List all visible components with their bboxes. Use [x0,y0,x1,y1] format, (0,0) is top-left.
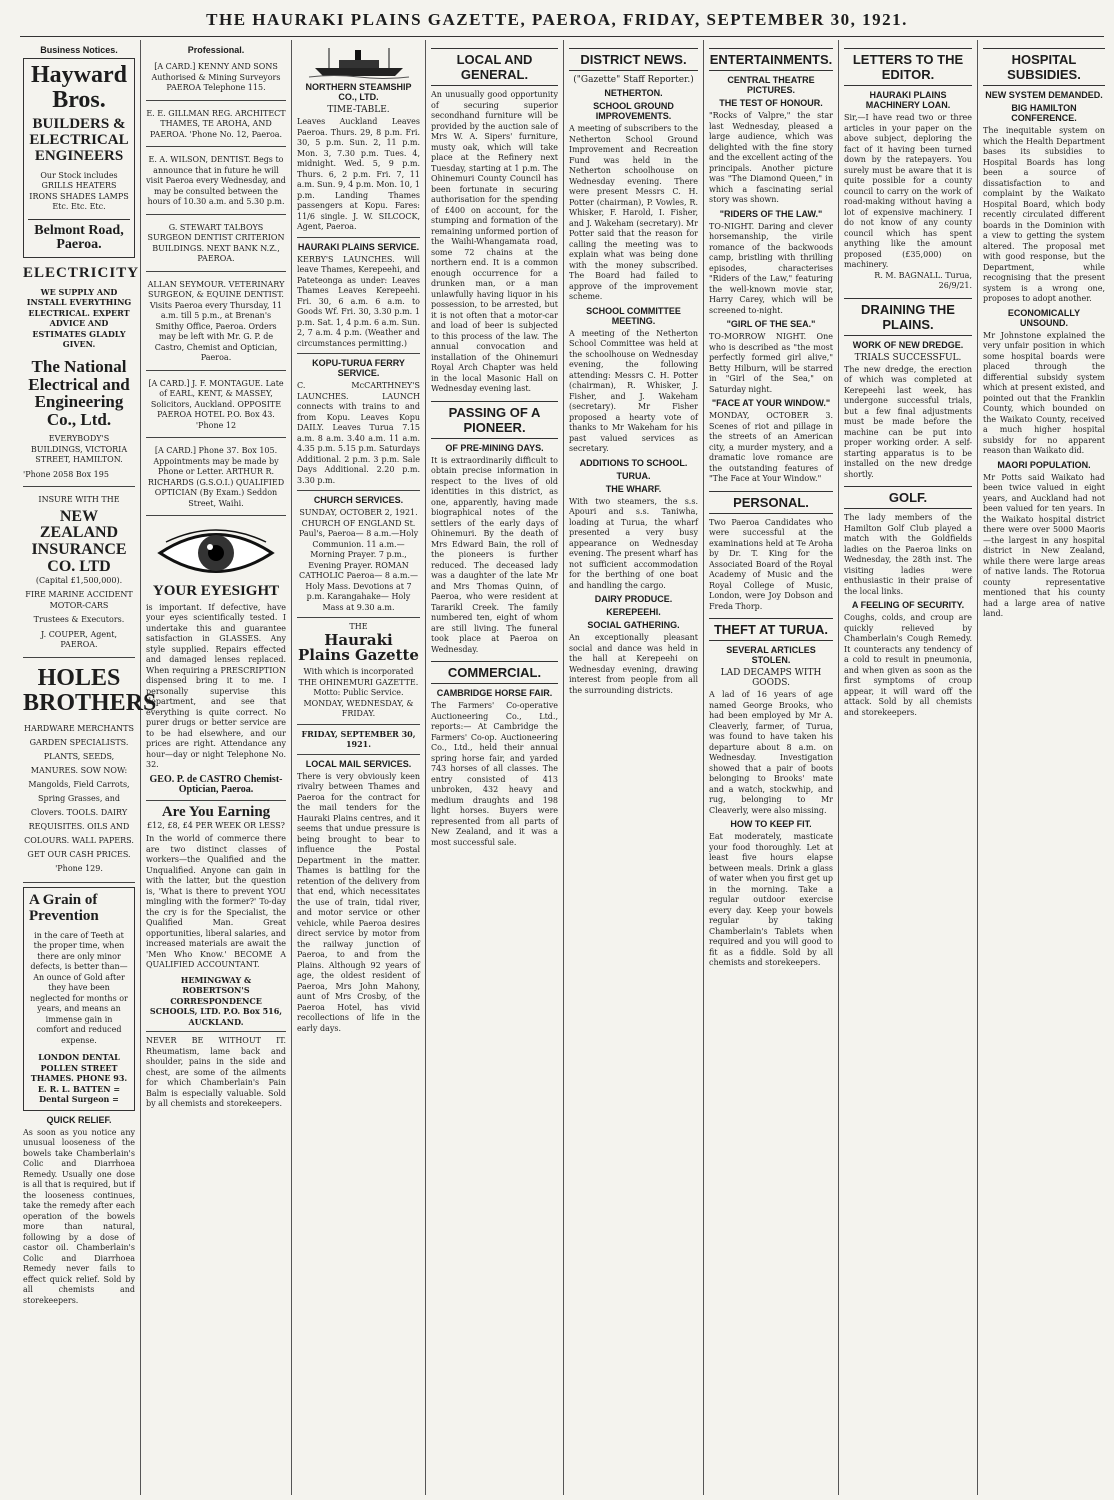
school-ground-heading: SCHOOL GROUND IMPROVEMENTS. [593,101,674,121]
hayward-stock: Our Stock includes GRILLS HEATERS IRONS SHADES LAMPS Etc. Etc. Etc. [29,170,129,212]
school-committee-text: A meeting of the Netherton School Committee was held at the schoolhouse on Wednesday evening, the following attending: Messrs C. H. Potter (chairman), R. Whisker, J. Fisher, and J. Wakeham (secretary). Mr Fisher proposed a hearty vote of thanks to Mr Wakeham for his past valued services as secretary. [569,328,698,453]
loan-heading: HAURAKI PLAINS MACHINERY LOAN. [865,90,951,110]
draining-subheading: WORK OF NEW DREDGE. [852,339,964,350]
theft-heading: THEFT AT TURUA. [709,618,833,641]
central-theatre-heading: CENTRAL THEATRE PICTURES. [727,75,815,95]
hayward-ad [23,58,135,258]
keep-fit-text: Eat moderately, masticate your food thoroughly. Let at least five hours elapse between meals. Drink a glass of water when you first get up in the morning. Take a regular outdoor exercise every day. Keep your bowels regular by taking Chamberlain's Tablets when required and you will good to fit as a fiddle. Sold by all chemists and storekeepers. [709,832,833,967]
local-general-heading: LOCAL AND GENERAL. [431,48,558,86]
section-heading: Professional. [187,45,245,55]
pioneer-text: It is extraordinarily difficult to obtain precise information in respect to the lives of old identities in this district, as one, apparently, having made biographical notes of the settlers of the early days of Ohinemuri. By the death of Mrs Edward Bain, the roll of the pioneers is further reduced. The deceased lady was a daughter of the late Mr and Mrs Thomas Quinn, of Paeroa, who were resident at Tararikl Creek. The family numbered ten, eight of whom are still living. The funeral took place at Paeroa on Wednesday. [431,455,558,654]
school-ground-text: A meeting of subscribers to the Netherton School Ground Improvement and Recreation Fund was held in the Netherton schoolhouse on Wednesday evening. There were present Messrs C. H. Potter (chairman), P. Vowles, R. Whisker, F. Harold, I. Fisher, and J. Wakeham (secretary). Mr Potter said that the reason for calling the meeting was to explain what was being done with the money subscribed. The Board had failed to approve of the improvement scheme. [569,124,698,301]
hospital-heading: HOSPITAL SUBSIDIES. [983,48,1105,86]
personal-heading: PERSONAL. [709,491,833,514]
plains-service-heading: HAURAKI PLAINS SERVICE. [297,241,420,252]
gazette-the: THE [349,622,368,631]
plains-service-text: KERBY'S LAUNCHES. Will leave Thames, Kerepeehi, and Pateteonga as under: Leaves Thames Leaves Kerepeehi. Fri. 30, 6 a.m. 6 a.m. to Goods Wf. Fri. 30, 3.30 p.m. 1 p.m. Sat. 1, 4 p.m. 6 a.m. Sun. 2, 7 a.m. 4 p.m. (Weather and circumstances permitting.) [297,254,420,348]
national-electrical-phone: 'Phone 2058 Box 195 [23,469,109,479]
hayward-address: Belmont Road, Paeroa. [28,219,130,253]
montague-card: [A CARD.] J. F. MONTAGUE. Late of EARL, KENT, & MASSEY, Solicitors, Auckland. OPPOSITE PAEROA HOTEL P.O. Box 43. 'Phone 12 [146,375,286,439]
draining-text: The new dredge, the erection of which was completed at Kerepeehi last week, has undergone successful trials, but a few final adjustments must be made before the machine can be put into proper working order. A self-starting apparatus is to be installed on the new dredge shortly. [844,364,972,479]
masthead-rule [20,36,1104,37]
test-honour-text: "Rocks of Valpre," the star last Wednesday, pleased a large audience, which was delighted with the fine story and the excellent acting of the principals. Another picture was "The Diamond Queen," in which a fascinating serial story was shown. [709,111,833,204]
eyesight-title: YOUR EYESIGHT [152,583,280,599]
column-professional [141,40,291,1495]
never-without-text: NEVER BE WITHOUT IT. Rheumatism, lame back and shoulder, pains in the side and chest, are some of the ailments for which Chamberlain's Pain Balm is especially valuable. Sold by all chemists and storekeepers. [146,1036,286,1108]
dental-text: in the care of Teeth at the proper time, when there are only minor defects, is better than— An ounce of Gold after they have been neglected for months or years, and means an immense gain in comfort and reduced expense. [30,930,128,1045]
nz-insurance-name: NEW ZEALAND INSURANCE CO. LTD [31,507,127,576]
hospital-text-1: The inequitable system on which the Health Department bases its subsidies to Hospital Boards has long been a source of dissatisfaction to and complaint by the Waikato Hospital Board, which body recently circulated different boards in the Dominion with a view to getting the system altered. The proposal met with good response, but the Department, while recognising that the present system is a wrong one, proposes to adopt another. [983,126,1105,303]
eye-icon [156,522,276,584]
test-honour-heading: THE TEST OF HONOUR. [719,98,823,108]
quick-relief-heading: QUICK RELIEF. [46,1114,112,1125]
hospital-subheading-2: BIG HAMILTON CONFERENCE. [1011,103,1077,123]
electricity-title: ELECTRICITY [23,265,140,281]
commercial-heading: COMMERCIAL. [431,661,558,684]
column-services [292,40,425,1495]
security-text: Coughs, colds, and croup are quickly relieved by Chamberlain's Cough Remedy. It counteracts any tendency of a cold to result in pneumonia, and when given as soon as the first symptoms of croup appear, it will ward off the attack. Sold by all chemists and storekeepers. [844,613,972,717]
commercial-subheading: CAMBRIDGE HORSE FAIR. [436,688,553,698]
kerepeehi-heading: KEREPEEHI. [606,607,661,617]
riders-text: TO-NIGHT. Daring and clever horsemanship, the virile romance of the backwoods camp, bristling with thrilling episodes, characterises "Riders of the Law," featuring the well-known movie star, Harry Carey, which will be screened to-night. [709,221,833,315]
draining-heading: DRAINING THE PLAINS. [844,298,972,336]
nz-insurance-agent: J. COUPER, Agent, PAEROA. [41,629,117,650]
mail-heading: LOCAL MAIL SERVICES. [305,758,412,769]
masthead: THE HAURAKI PLAINS GAZETTE, PAEROA, FRIDAY, SEPTEMBER 30, 1921. [206,10,908,29]
golf-heading: GOLF. [844,486,972,509]
holes-brothers-ad [23,662,157,883]
additions-heading: ADDITIONS TO SCHOOL. [579,457,688,468]
seymour-card: ALLAN SEYMOUR. VETERINARY SURGEON, & EQUINE DENTIST. Visits Paeroa every Thursday, 11 a.m. till 5 p.m., at Brenan's Smithy Office, Paeroa. Orders may be left with Mr. G. P. de Castro, Chemist and Optician, Paeroa. [146,276,286,371]
quick-relief-text: As soon as you notice any unusual looseness of the bowels take Chamberlain's Colic and Diarrhoea Remedy. Usually one dose is all that is required, but if the looseness continues, take the remedy after each operation of the bowels more than natural, following by a dose of castor oil. Chamberlain's Colic and Diarrhoea Remedy never fails to effect quick relief. Sold by all chemists and storekeepers. [23,1127,135,1305]
social-heading: SOCIAL GATHERING. [587,620,680,630]
gillman-card: E. E. GILLMAN REG. ARCHITECT THAMES, TE AROHA, AND PAEROA. 'Phone No. 12, Paeroa. [146,105,286,148]
nz-insurance-classes: FIRE MARINE ACCIDENT MOTOR-CARS [25,590,133,610]
loan-text: Sir,—I have read two or three articles in your paper on the above subject, deploring the fact of it having been turned down by the ratepayers. You surely must be aware that it is quite possible for a county council to carry on the work of road-making without having a lot of expensive machinery. I do not know of any county council which has spent anything like the amount proposed (£35,000) on machinery. [844,113,972,269]
ferry-text: C. McCARTHNEY'S LAUNCHES. LAUNCH connects with trains to and from Kopu. Leaves Kopu DAILY. Leaves Turua 7.15 a.m. 8 a.m. 3.40 a.m. 11 a.m. 4.35 p.m. 5.15 p.m. Saturdays Additional. 2 p.m. 3 p.m. Sale Days Additional. 2.20 p.m. 3.30 p.m. [297,381,420,485]
economical-heading: ECONOMICALLY UNSOUND. [1007,307,1081,328]
column-business-notices [18,40,157,1495]
school-committee-heading: SCHOOL COMMITTEE MEETING. [586,305,681,326]
hemingway-name: HEMINGWAY & ROBERTSON'S CORRESPONDENCE SCHOOLS, LTD. P.O. Box 516, AUCKLAND. [149,974,283,1027]
dateline: FRIDAY, SEPTEMBER 30, 1921. [301,728,416,749]
decastro-name: GEO. P. de CASTRO Chemist-Optician, Paeroa. [149,773,283,796]
kenny-card: [A CARD.] KENNY AND SONS Authorised & Mining Surveyors PAEROA Telephone 115. [146,58,286,101]
steamship-icon [309,46,409,78]
mail-text: There is very obviously keen rivalry between Thames and Paeroa for the contract for the mail tenders for the Hauraki Plains centres, and it seems that undue pressure is being brought to bear to influence the Postal Department in the matter. Thames is battling for the retention of the delivery from that end, which necessitates the use of train, tidal river, and motor service or other vehicle, while Paeroa desires direct service by motor from the railway junction of Paeroa, to and from the Plains. Although 92 years of age, the oldest resident of Paeroa, Mrs John Mahony, aunt of Mrs Crosby, of the Paeroa Hotel, has vivid recollections of life in the early days. [297,771,420,1033]
gazette-text: With which is incorporated THE OHINEMURI GAZETTE. Motto: Public Service. MONDAY, WEDNESDAY, & FRIDAY. [298,667,419,718]
commercial-text: The Farmers' Co-operative Auctioneering Co., Ltd., reports:— At Cambridge the Farmers' Co-op. Auctioneering Co., Ltd., held their annual spring horse fair, and yarded 743 horses of all classes. The entry consisted of 413 unbroken, 432 heavy and medium draughts and 198 light horses. Buyers were represented from all parts of New Zealand, and it was a most successful sale. [431,701,558,847]
steamship-subheading: TIME-TABLE. [327,105,390,115]
ferry-heading: KOPU-TURUA FERRY SERVICE. [312,358,405,378]
column-entertainments [704,40,838,1495]
keep-fit-heading: HOW TO KEEP FIT. [730,819,812,829]
girl-sea-text: TO-MORROW NIGHT. One who is described as "the most perfectly formed girl alive," Betty Hilburn, will be starred in "Girl of the Sea," on Saturday night. [709,332,833,394]
earning-text: In the world of commerce there are two distinct classes of workers—the Qualified and the Unqualified. Anyone can gain in with the latter, but the question is, 'What is there to prevent YOU mingling with the former?' To-day the cry is for the Specialist, the Qualified Man. Great opportunities, liberal salaries, and increased materials are await the 'Men Who Know.' BECOME A QUALIFIED ACCOUNTANT. [146,834,286,969]
district-byline: ("Gazette" Staff Reporter.) [573,75,694,85]
holes-brothers-list: HARDWARE MERCHANTS GARDEN SPECIALISTS. PLANTS, SEEDS, MANURES. SOW NOW: Mangolds, Field Carrots, Spring Grasses, and Clovers. TOOLS. DAIRY REQUISITES. OILS AND COLOURS. WALL PAPERS. GET OUR CASH PRICES. 'Phone 129. [24,724,134,874]
draining-subheading-2: TRIALS SUCCESSFUL. [854,352,962,363]
district-news-heading: DISTRICT NEWS. [569,48,698,71]
steamship-text: Leaves Auckland Leaves Paeroa. Thurs. 29, 8 p.m. Fri. 30, 5 p.m. Sun. 2, 11 p.m. Mon. 3, 7.30 p.m. Tues. 4, midnight. Wed. 5, 9 p.m. Thurs. 6, 2 p.m. Fri. 7, 11 a.m. Sun. 9, 4 p.m. Mon. 10, 1 p.m. Landing Thames passengers at Kopu. Fares: 11/6 single. J. W. SILCOCK, Agent, Paeroa. [297,117,420,231]
local-general-text: An unusually good opportunity of securing superior secondhand furniture will be provided by the auction sale of Mrs W. A. Sipers' furniture, musty oak, which will take place at the Refinery next Tuesday, starting at 1 p.m. The Ohinemuri County Council has been fortunate in securing authorisation for the spending of £400 on account, for the stumping and formation of the remaining unformed portion of the Waihi-Whangamata road, some 72 chains at the northern end. It is a common enough occurrence for a drunken man, or a man unlawfully having liquor in his possession, to be arrested, but it is not often that a motor-car and load of beer is subjected to this process of the law. The annual convocation and installation of the Ohinemuri Royal Arch Chapter was held in the local Masonic Hall on Wednesday evening last. [431,90,558,393]
social-text: An exceptionally pleasant social and dance was held in the hall at Kerepeehi on Wednesday evening, drawing interest from people from all the surrounding districts. [569,633,698,695]
national-electrical-name: The National Electrical and Engineering Co., Ltd. [28,356,130,430]
hayward-name: Hayward Bros. [31,62,127,114]
column-local-general [426,40,563,1495]
letter-signature: R. M. BAGNALL. Turua, 26/9/21. [874,270,972,290]
richards-card: [A CARD.] Phone 37. Box 105. Appointments may be made by Phone or Letter. ARTHUR R. RICHARDS (G.S.O.I.) QUALIFIED OPTICIAN (By Exam.) Seddon Street, Waihi. [146,442,286,516]
face-window-text: MONDAY, OCTOBER 3. Scenes of riot and pillage in the streets of an American city, a murder mystery, and a dramatic love romance are the outstanding features of "The Face at Your Window." [709,411,833,483]
column-hospital [978,40,1110,1495]
theft-subheading-2: LAD DECAMPS WITH GOODS. [720,668,822,688]
wharf-heading: THE WHARF. [605,483,662,494]
eyesight-text: is important. If defective, have your eyes scientifically tested. I undertake this and guarantee satisfaction in GLASSES. Any style supplied. Repairs effected and damaged lenses replaced. When requiring a PRESCRIPTION dispensed bring it to me. I personally supervise this department, and see that everything is quite correct. No purer drugs or better service are to be had elsewhere, and our prices are right. Attendance any hour—day or night Telephone No. 32. [146,602,286,770]
dental-ad [23,887,135,1111]
church-heading: CHURCH SERVICES. [313,495,404,505]
nz-insurance-trustees: Trustees & Executors. [33,615,125,625]
national-electrical-address: EVERYBODY'S BUILDINGS, VICTORIA STREET, HAMILTON. [30,434,128,465]
dental-name: LONDON DENTAL POLLEN STREET THAMES. PHONE 93. E. R. L. BATTEN = Dental Surgeon = [30,1052,128,1105]
hospital-text-2: Mr Johnstone explained the very unfair position in which some hospital boards were placed through the differential subsidy system which at present existed, and pointed out that the Franklin County, which bounded on the Waikato County, received a much higher hospital subsidy for no apparent reason than Waikato did. [983,330,1105,455]
electricity-ad [23,262,140,487]
section-heading: Business Notices. [40,45,118,55]
dental-title: A Grain of Prevention [29,892,99,924]
maori-population-heading: MAORI POPULATION. [997,459,1091,470]
wharf-text: With two steamers, the s.s. Apouri and s.s. Taniwha, loading at Turua, the wharf presented a very busy appearance on Wednesday evening. The present wharf has not sufficient accommodation for the berthing of one boat and handling the cargo. [569,496,698,590]
insure-with: INSURE WITH THE [38,495,120,505]
holes-brothers-name: HOLES BROTHERS [23,664,157,716]
nz-insurance-ad [23,491,135,658]
pioneer-subheading: OF PRE-MINING DAYS. [445,442,544,453]
riders-heading: "RIDERS OF THE LAW." [719,208,823,219]
nz-insurance-capital: (Capital £1,500,000). [35,575,123,585]
earning-title: Are You Earning [161,803,271,820]
netherton-heading: NETHERTON. [604,88,663,98]
gazette-nameplate: Hauraki Plains Gazette [298,630,419,665]
column-district-news [564,40,703,1495]
electricity-text: WE SUPPLY AND INSTALL EVERYTHING ELECTRICAL. EXPERT ADVICE AND ESTIMATES GLADLY GIVEN. [26,286,132,350]
talboys-card: G. STEWART TALBOYS SURGEON DENTIST CRITERION BUILDINGS. NEXT BANK N.Z., PAEROA. [146,219,286,272]
wilson-card: E. A. WILSON, DENTIST. Begs to announce that in future he will visit Paeroa every Wednesday, and may be consulted between the hours of 10.30 a.m. and 5.30 p.m. [146,151,286,215]
theft-subheading: SEVERAL ARTICLES STOLEN. [726,645,816,665]
hospital-text-3: Mr Potts said Waikato had been twice valued in eight years, and Auckland had not been valued for ten years. In the Waikato hospital district there were over 5000 Maoris—the largest in any hospital district in New Zealand, while there were large areas of native lands. The Rotorua county representative mentioned that his county had a large area of native land. [983,472,1105,618]
hayward-line: BUILDERS & ELECTRICAL ENGINEERS [29,116,129,164]
theft-text: A lad of 16 years of age named George Brooks, who had been employed by Mr A. Cleaverly, farmer, of Turua, was found to have taken his departure about 8 a.m. on Wednesday. Investigation showed that a pair of boots belonging to Brooks' mate and a watch, stockwhip, and rug, belonging to Mr Cleaverly, were also missing. [709,690,833,815]
girl-sea-heading: "GIRL OF THE SEA." [726,319,816,329]
personal-text: Two Paeroa Candidates who were successful at the examinations held at Te Aroha by Dr. T. King for the Associated Board of the Royal Academy of Music and the Royal College of Music, London, were Joy Dobson and Freda Thorp. [709,517,833,611]
turua-heading: TURUA. [616,470,651,481]
column-letters [839,40,977,1495]
security-heading: A FEELING OF SECURITY. [851,600,965,610]
church-text: SUNDAY, OCTOBER 2, 1921. CHURCH OF ENGLAND St. Paul's, Paeroa— 8 a.m.—Holy Communion. 11 a.m.—Morning Prayer. 7 p.m., Evening Prayer. ROMAN CATHOLIC Paeroa— 8 a.m.—Holy Mass. Devotions at 7 p.m. Karangahake— Holy Mass at 9.30 a.m. [298,508,419,612]
dairy-heading: DAIRY PRODUCE. [594,594,673,604]
entertainments-heading: ENTERTAINMENTS. [709,48,833,71]
earning-subtitle: £12, £8, £4 PER WEEK OR LESS? [147,820,285,830]
pioneer-heading: PASSING OF A PIONEER. [431,401,558,439]
hospital-subheading: NEW SYSTEM DEMANDED. [985,90,1103,100]
golf-text: The lady members of the Hamilton Golf Club played a match with the Goldfields ladies on the Paeroa links on Wednesday, the 28th inst. The visiting ladies were enthusiastic in their praise of the local links. [844,513,972,596]
letters-heading: LETTERS TO THE EDITOR. [844,48,972,86]
steamship-heading: NORTHERN STEAMSHIP CO., LTD. [305,82,412,102]
face-window-heading: "FACE AT YOUR WINDOW." [711,398,831,408]
